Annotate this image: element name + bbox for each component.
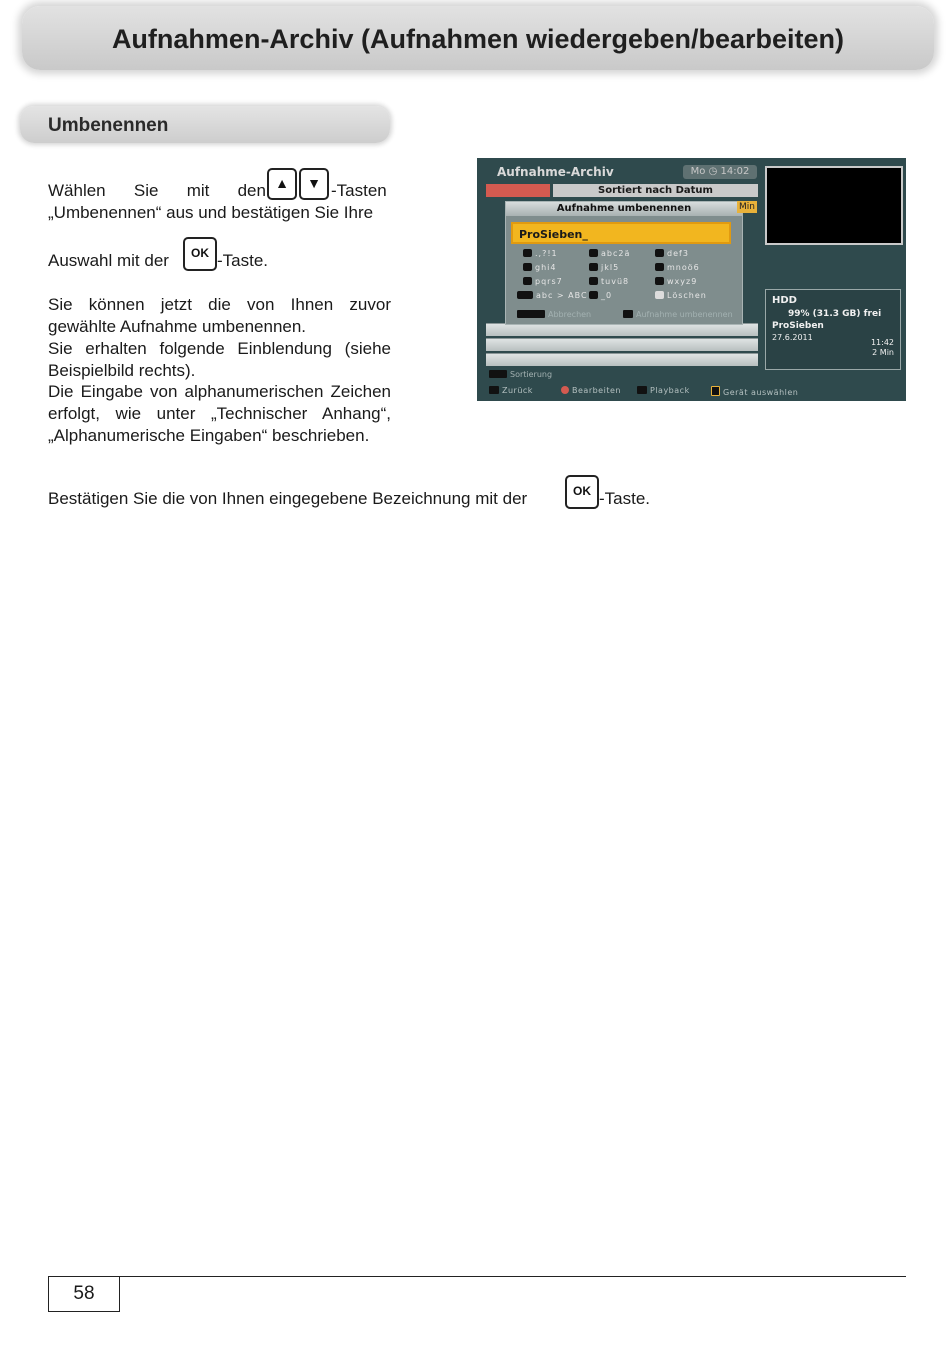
header-bar	[22, 6, 934, 70]
tv-preview-window	[765, 166, 903, 245]
section-header	[20, 106, 390, 143]
para1-line3-suffix: -Taste.	[217, 251, 269, 270]
para1-line2: „Umbenennen“ aus und bestätigen Sie Ihre	[48, 203, 374, 222]
tv-dialog-title: Aufnahme umbenennen	[506, 202, 742, 216]
down-arrow-key-icon: ▼	[299, 168, 329, 200]
tv-min-label: Min	[737, 201, 757, 213]
tv-info-panel	[765, 289, 901, 370]
tv-list-row	[486, 338, 758, 351]
page-title: Aufnahmen-Archiv (Aufnahmen wiedergeben/bearbeiten)	[111, 24, 845, 54]
tv-name-input: ProSieben_	[511, 222, 731, 244]
page-number: 58	[48, 1276, 120, 1312]
paragraph-confirm: Bestätigen Sie die von Ihnen eingegebene Bezeichnung mit der	[48, 489, 528, 508]
tv-key-1: .,?!1	[523, 249, 558, 258]
word: Sie	[133, 181, 159, 200]
tv-info-date: 27.6.2011	[772, 333, 813, 342]
paragraph-rename: Sie können jetzt die von Ihnen zuvor gewählte Aufnahme umbenennen.	[48, 295, 391, 336]
word: Wählen	[48, 181, 106, 200]
tv-key-5: jkl5	[589, 263, 619, 272]
tv-key-6: mnoö6	[655, 263, 700, 272]
tv-key-3: def3	[655, 249, 689, 258]
up-arrow-key-icon: ▲	[267, 168, 297, 200]
tv-sort-hint: Sortierung	[489, 370, 552, 379]
tv-title: Aufnahme-Archiv	[497, 165, 614, 179]
tv-screenshot	[477, 158, 906, 401]
para1-keys-suffix: -Tasten	[331, 181, 387, 200]
tv-footer-edit: Bearbeiten	[561, 386, 621, 395]
tv-info-time: 11:42	[870, 338, 894, 347]
tv-info-channel: ProSieben	[772, 321, 824, 331]
paragraph-input: Die Eingabe von alphanumerischen Zeichen erfolgt, wie unter „Technischer Anhang“, „Alphanumerische Eingaben“ beschrieben.	[48, 382, 391, 445]
tv-hint-confirm: Aufnahme umbenennen	[623, 310, 733, 319]
tv-key-2: abc2ä	[589, 249, 630, 258]
tv-key-0: _0	[589, 291, 612, 300]
tv-key-7: pqrs7	[523, 277, 563, 286]
word: den	[237, 181, 266, 200]
tv-key-8: tuvü8	[589, 277, 629, 286]
para1-line1	[48, 180, 266, 202]
para1-line3-prefix: Auswahl mit der	[48, 251, 169, 270]
tv-key-9: wxyz9	[655, 277, 697, 286]
word: mit	[186, 181, 210, 200]
tv-key-menu: abc > ABC	[517, 291, 588, 300]
tv-sort-bar: Sortiert nach Datum	[553, 184, 758, 197]
footer-rule	[48, 1276, 906, 1277]
tv-hint-cancel: Abbrechen	[517, 310, 591, 319]
paragraph-confirm-suffix: -Taste.	[599, 489, 651, 508]
tv-footer-playback: Playback	[637, 386, 690, 395]
tv-info-duration: 2 Min	[872, 348, 894, 357]
tv-key-delete: Löschen	[655, 291, 707, 300]
tv-info-free: 99% (31.3 GB) frei	[788, 309, 882, 319]
tv-key-4: ghi4	[523, 263, 556, 272]
tv-list-row	[486, 353, 758, 366]
paragraph-display: Sie erhalten folgende Einblendung (siehe Beispielbild rechts).	[48, 339, 391, 380]
tv-red-highlight	[486, 184, 550, 197]
ok-key-icon: OK	[183, 237, 217, 271]
ok-key-icon: OK	[565, 475, 599, 509]
tv-footer-device: Gerät auswählen	[711, 386, 798, 397]
tv-clock: Mo ◷ 14:02	[683, 165, 757, 179]
tv-info-hdd: HDD	[772, 295, 797, 306]
section-title: Umbenennen	[48, 115, 169, 136]
tv-footer-back: Zurück	[489, 386, 533, 395]
